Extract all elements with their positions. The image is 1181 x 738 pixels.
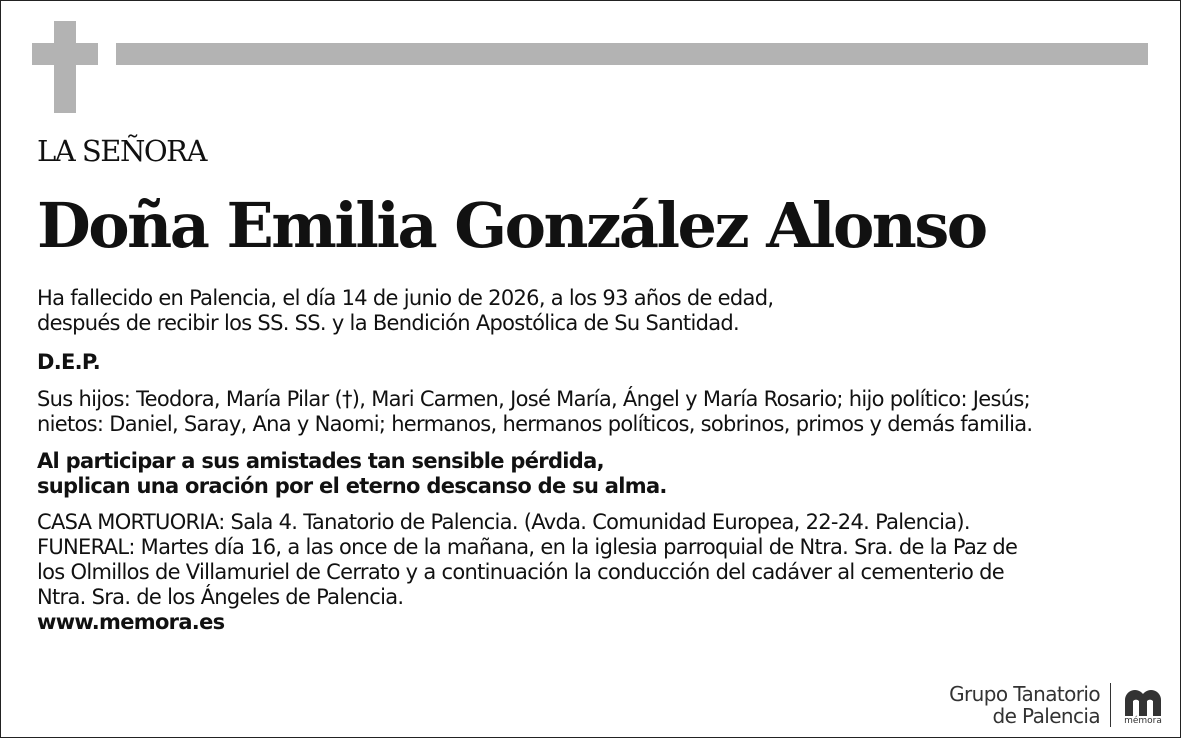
announcement [37,286,1152,336]
prayer-line: Al participar a sus amistades tan sensible pérdida, [37,449,604,473]
brand-line: Grupo Tanatorio [949,682,1100,706]
memora-m-logo-icon [1121,684,1165,718]
details-line: CASA MORTUORIA: Sala 4. Tanatorio de Palencia. (Avda. Comunidad Europea, 22-24. Palencia). [37,510,970,534]
title-prefix: LA SEÑORA [37,134,206,168]
brand-line: de Palencia [992,704,1100,728]
cross-icon-horizontal [32,43,98,65]
details-line: FUNERAL: Martes día 16, a las once de la mañana, en la iglesia parroquial de Ntra. Sra. de la Paz de [37,535,1018,559]
family-list [37,387,1152,437]
logo-text: mémora [1124,716,1162,726]
dep-label: D.E.P. [37,350,101,374]
website-link[interactable]: www.memora.es [37,610,225,634]
notice-body [37,286,1152,635]
footer-brand [949,683,1165,727]
prayer-line: suplican una oración por el eterno descanso de su alma. [37,474,667,498]
prayer-request [37,449,1152,499]
details-line: Ntra. Sra. de los Ángeles de Palencia. [37,585,404,609]
header-bar [116,43,1148,65]
brand-divider [1110,683,1111,727]
announcement-line: después de recibir los SS. SS. y la Bendición Apostólica de Su Santidad. [37,311,740,335]
brand-name [949,683,1100,727]
details-line: los Olmillos de Villamuriel de Cerrato y a continuación la conducción del cadáver al cementerio de [37,560,1004,584]
deceased-name: Doña Emilia González Alonso [37,189,986,262]
cross-icon-vertical [54,21,76,113]
memora-logo [1121,684,1165,726]
service-details [37,510,1152,635]
announcement-line: Ha fallecido en Palencia, el día 14 de junio de 2026, a los 93 años de edad, [37,286,774,310]
family-line: Sus hijos: Teodora, María Pilar (†), Mari Carmen, José María, Ángel y María Rosario; hijo político: Jesús; [37,387,1030,411]
family-line: nietos: Daniel, Saray, Ana y Naomi; hermanos, hermanos políticos, sobrinos, primos y demás familia. [37,412,1033,436]
